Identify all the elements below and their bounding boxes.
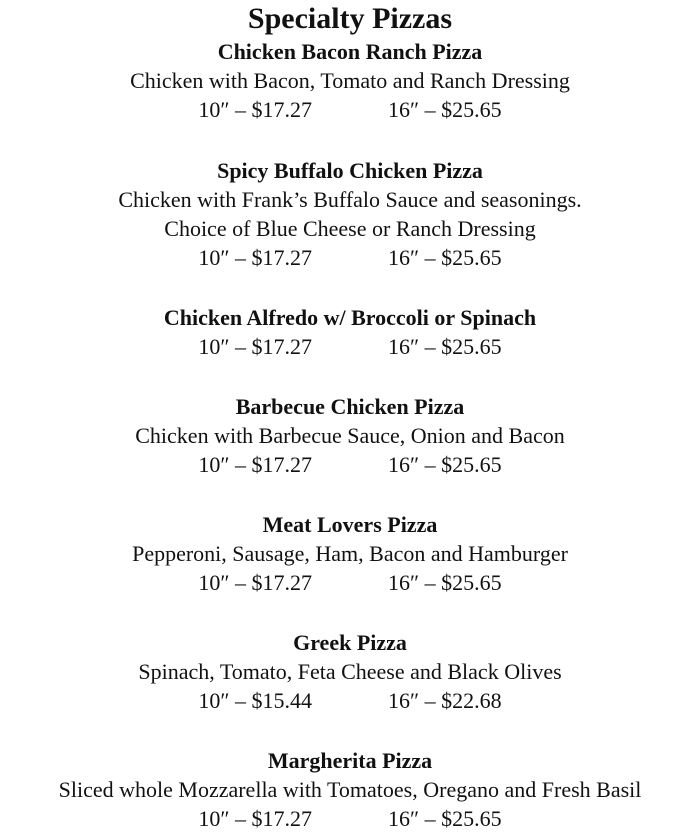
menu-item-margherita bbox=[0, 747, 700, 833]
menu-item-meat-lovers bbox=[0, 511, 700, 597]
item-description: Chicken with Frank’s Buffalo Sauce and seasonings. bbox=[118, 187, 582, 212]
item-description: Choice of Blue Cheese or Ranch Dressing bbox=[164, 216, 536, 241]
item-name: Greek Pizza bbox=[293, 630, 407, 655]
price-small: 10″ – $17.27 bbox=[198, 97, 312, 122]
menu-item-greek bbox=[0, 629, 700, 715]
price-small: 10″ – $17.27 bbox=[198, 245, 312, 270]
menu-item-spicy-buffalo bbox=[0, 157, 700, 272]
price-small: 10″ – $17.27 bbox=[198, 806, 312, 831]
item-description: Sliced whole Mozzarella with Tomatoes, Oregano and Fresh Basil bbox=[58, 777, 642, 802]
menu-title: Specialty Pizzas bbox=[247, 2, 453, 35]
price-large: 16″ – $25.65 bbox=[388, 97, 502, 122]
price-small: 10″ – $17.27 bbox=[198, 334, 312, 359]
price-large: 16″ – $25.65 bbox=[388, 245, 502, 270]
price-large: 16″ – $22.68 bbox=[388, 688, 502, 713]
item-name: Margherita Pizza bbox=[267, 748, 433, 773]
menu-item-barbecue-chicken bbox=[0, 393, 700, 479]
item-name: Chicken Alfredo w/ Broccoli or Spinach bbox=[163, 305, 537, 330]
price-small: 10″ – $17.27 bbox=[198, 452, 312, 477]
item-prices bbox=[0, 568, 700, 597]
item-name: Chicken Bacon Ranch Pizza bbox=[217, 39, 483, 64]
menu-item-chicken-alfredo bbox=[0, 304, 700, 361]
price-large: 16″ – $25.65 bbox=[388, 452, 502, 477]
price-small: 10″ – $15.44 bbox=[198, 688, 312, 713]
item-prices bbox=[0, 686, 700, 715]
item-prices bbox=[0, 450, 700, 479]
item-description: Chicken with Barbecue Sauce, Onion and Bacon bbox=[135, 423, 565, 448]
price-large: 16″ – $25.65 bbox=[388, 334, 502, 359]
item-name: Meat Lovers Pizza bbox=[262, 512, 438, 537]
item-description: Spinach, Tomato, Feta Cheese and Black Olives bbox=[138, 659, 562, 684]
price-small: 10″ – $17.27 bbox=[198, 570, 312, 595]
menu-item-chicken-bacon-ranch bbox=[0, 38, 700, 124]
item-prices bbox=[0, 804, 700, 833]
item-name: Barbecue Chicken Pizza bbox=[235, 394, 465, 419]
price-large: 16″ – $25.65 bbox=[388, 570, 502, 595]
item-prices bbox=[0, 243, 700, 272]
price-large: 16″ – $25.65 bbox=[388, 806, 502, 831]
item-description: Chicken with Bacon, Tomato and Ranch Dressing bbox=[130, 68, 570, 93]
item-name: Spicy Buffalo Chicken Pizza bbox=[217, 158, 483, 183]
item-description: Pepperoni, Sausage, Ham, Bacon and Hamburger bbox=[132, 541, 568, 566]
item-prices bbox=[0, 332, 700, 361]
item-prices bbox=[0, 95, 700, 124]
